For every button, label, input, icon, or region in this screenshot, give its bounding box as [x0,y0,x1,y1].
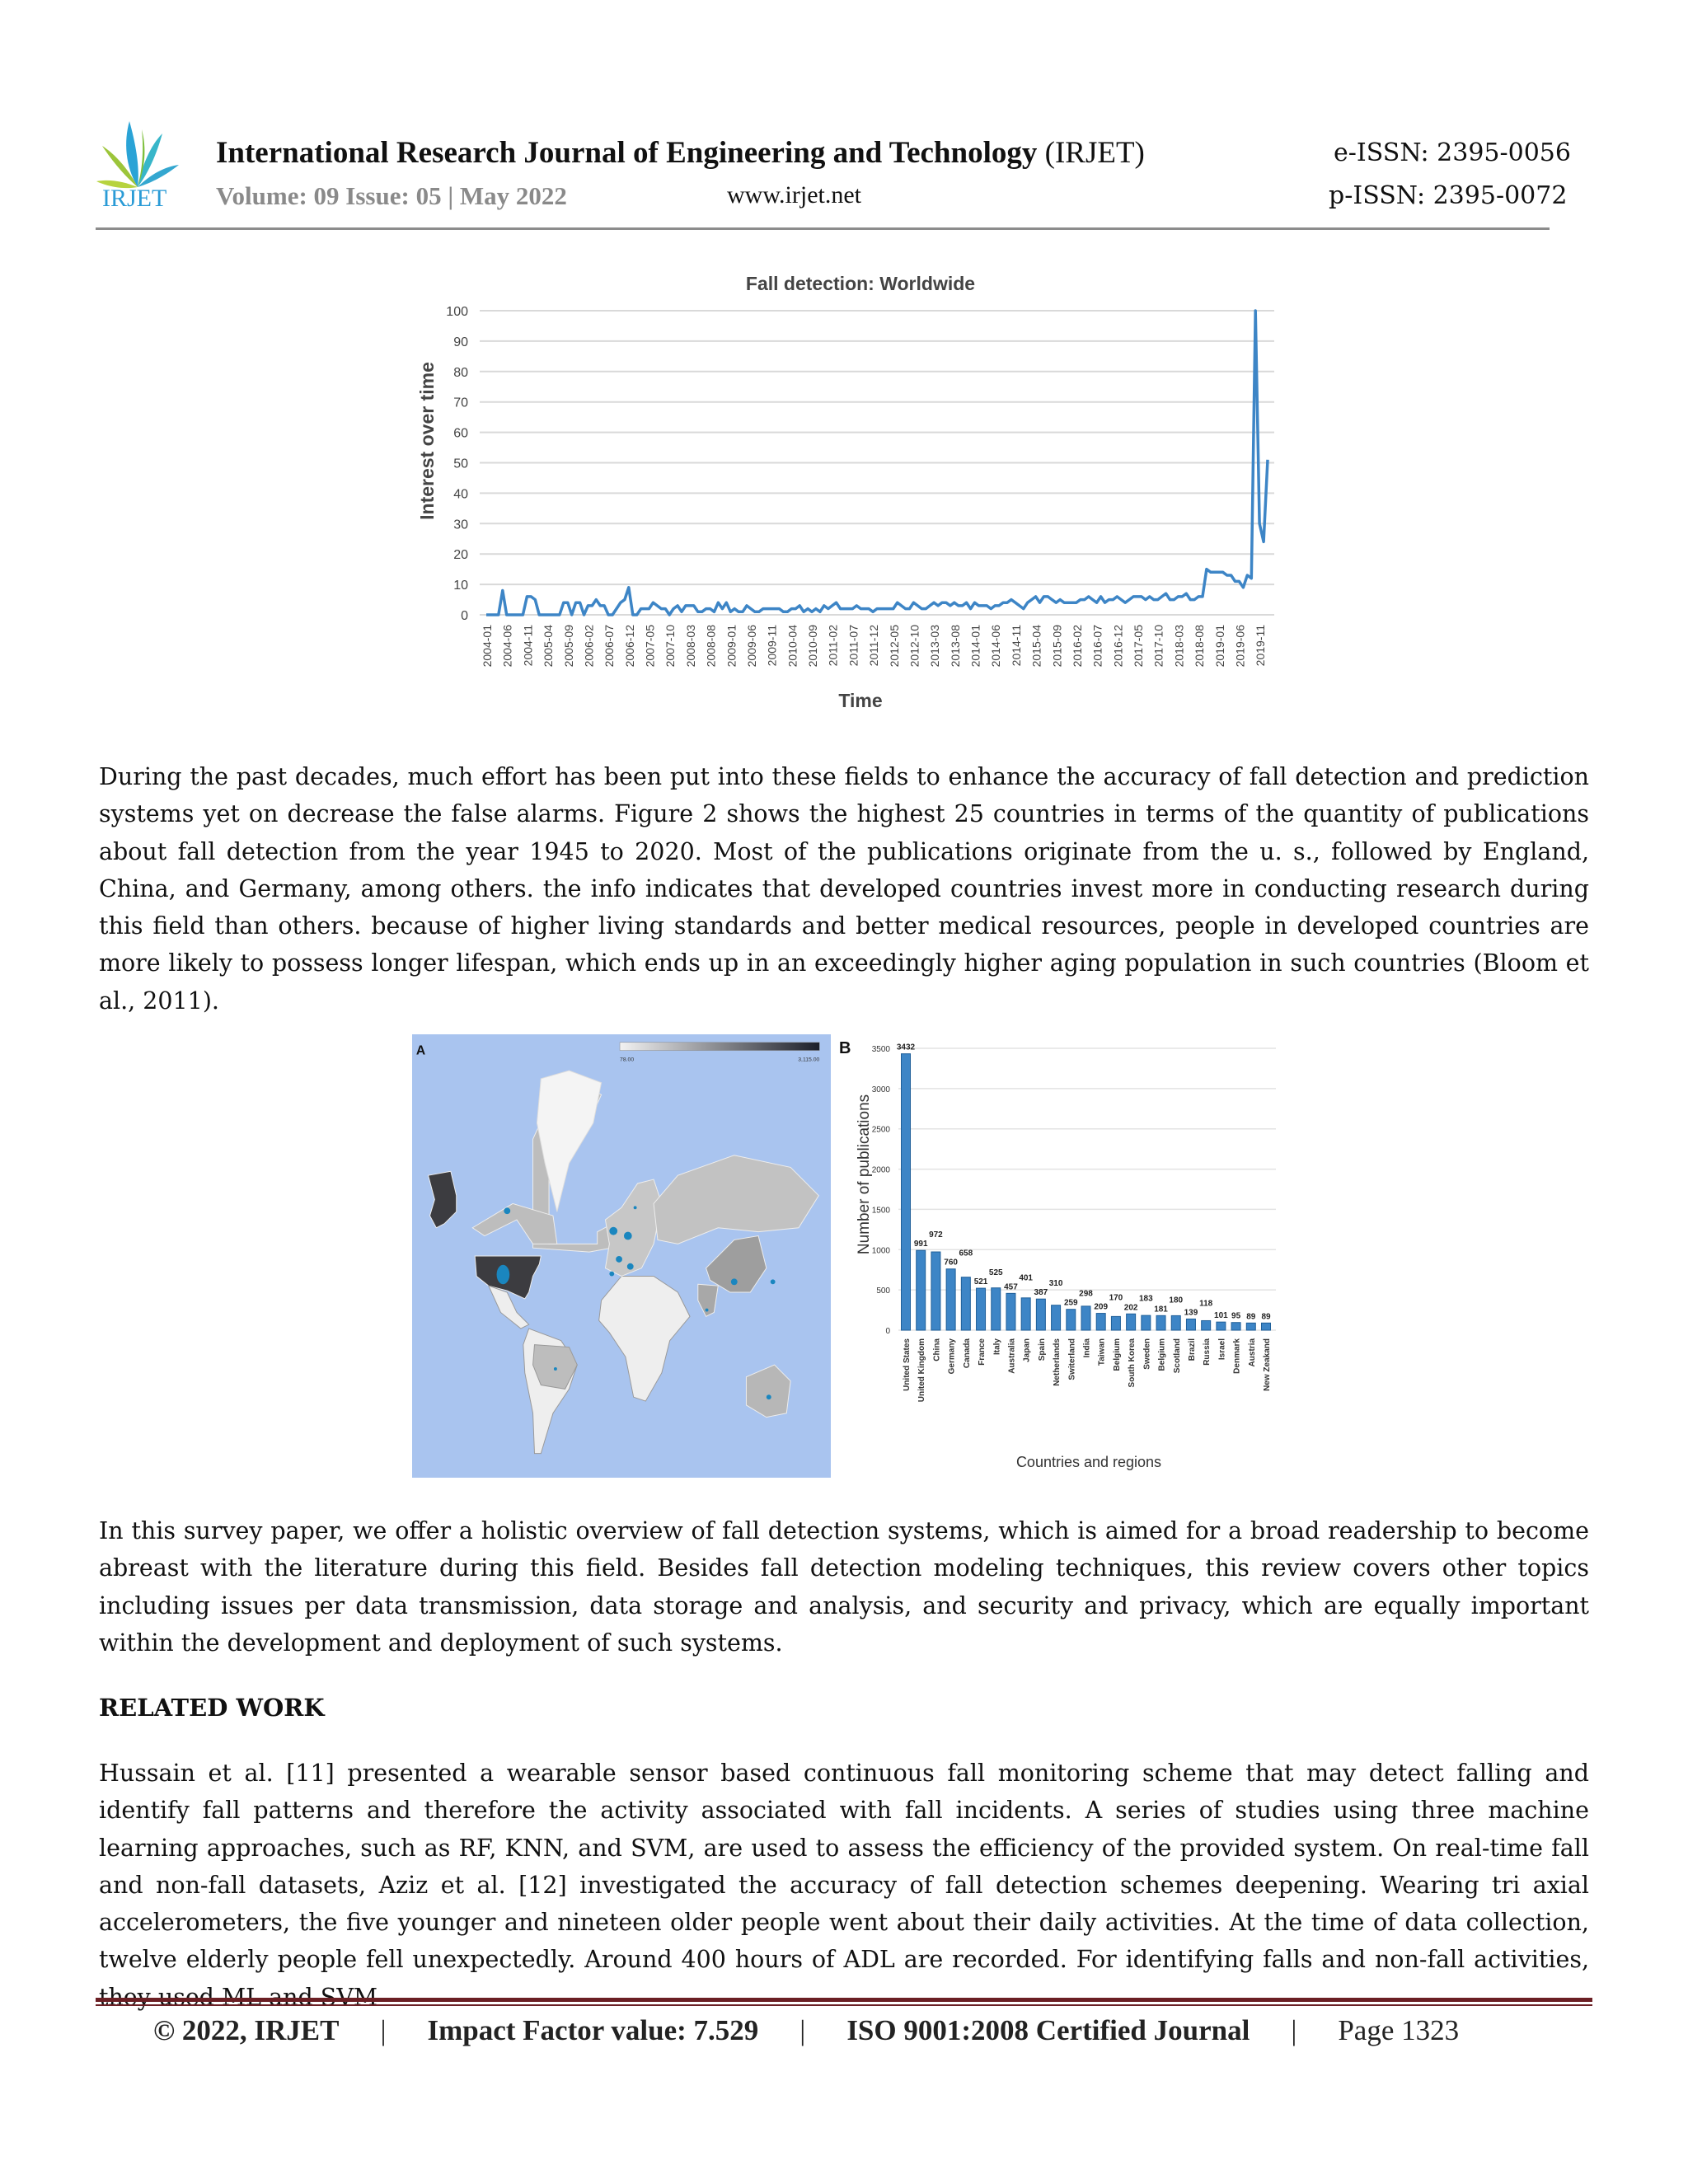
bar-united-kingdom [917,1250,926,1330]
x-tick-label: Japan [1022,1338,1032,1362]
x-tick-label: 2018-03 [1172,625,1186,668]
x-tick-label: 2014-06 [989,625,1003,668]
bar-china [931,1252,940,1330]
data-label: 387 [1034,1288,1048,1298]
data-label: 209 [1094,1302,1109,1312]
footer [153,2014,1459,2047]
x-tick-label: 2006-02 [582,625,596,668]
x-tick-label: 2010-04 [785,625,799,668]
marker-italy [627,1263,634,1270]
footer-divider-thin [96,2004,1592,2006]
data-label: 139 [1184,1308,1198,1318]
marker-spain [609,1272,614,1277]
x-tick-label: 2006-12 [622,625,636,668]
page-number: Page 1323 [1338,2014,1460,2046]
e-issn: e-ISSN: 2395-0056 [1334,138,1571,167]
x-tick-label: Italy [992,1338,1002,1356]
x-tick-label: China [932,1338,942,1361]
separator: | [799,2014,806,2046]
header-divider [96,227,1550,230]
bar-belgium [1156,1315,1165,1330]
paragraph-1: During the past decades, much effort has been put into these fields to enhance the accuracy of fall detection and prediction systems yet on decrease the false alarms. Figure 2 shows the highest 25 countries in terms of the quantity of publications about fall detection from the year 1945 to 2020. Most of the publications originate from the u. s., followed by England, China, and Germany, among others. the info indicates that developed countries invest more in conducting research during this field than others. because of higher living standards and better medical resources, people in developed countries are more likely to possess longer lifespan, which ends up in an exceedingly higher aging population in such countries (Bloom et al., 2011). [99,763,1589,1015]
logo-text: IRJET [102,185,167,212]
y-tick-label: 500 [876,1286,890,1296]
x-axis-label: Countries and regions [1015,1454,1162,1470]
bar-india [1081,1306,1090,1330]
bar-south-korea [1127,1314,1136,1330]
x-tick-label: 2016-02 [1070,625,1084,668]
bar-germany [946,1269,955,1330]
impact-factor: Impact Factor value: 7.529 [427,2014,759,2046]
x-tick-label: Netherlands [1053,1338,1062,1386]
y-tick-label: 40 [453,487,468,502]
x-tick-label: 2015-09 [1050,625,1064,668]
bar-israel [1217,1322,1226,1330]
x-tick-label: 2019-06 [1233,625,1247,668]
marker-uk [609,1227,617,1235]
bar-italy [992,1288,1001,1330]
x-tick-label: Belgium [1157,1338,1167,1371]
y-axis-label: Number of publications [856,1094,873,1255]
bar-scotland [1171,1315,1180,1330]
bar-taiwan [1096,1314,1105,1330]
x-tick-label: 2012-05 [887,625,901,668]
y-axis-label: Interest over time [416,362,438,520]
marker-china [731,1278,738,1285]
bar-sweden [1142,1315,1151,1330]
journal-name: International Research Journal of Engineering and Technology [216,136,1038,170]
x-tick-label: Israel [1217,1338,1227,1361]
x-tick-label: Russia [1203,1338,1212,1366]
bar-belgium [1111,1316,1120,1330]
x-tick-label: Switerland [1067,1338,1077,1380]
x-tick-label: 2016-12 [1111,625,1125,668]
x-tick-label: 2011-12 [867,625,881,667]
x-tick-label: 2009-11 [765,625,779,667]
color-scale-legend [620,1043,819,1051]
x-tick-label: 2005-04 [542,625,556,668]
paragraph-2: In this survey paper, we offer a holistic overview of fall detection systems, which is aimed for a broad readership to become abreast with the literature during this field. Besides fall detection modeling techniques, this review covers other topics including issues per data transmission, data storage and analysis, and security and privacy, which are equally important within the development and deployment of such systems. [99,1517,1589,1657]
x-tick-label: 2011-07 [846,625,860,667]
y-tick-label: 3000 [871,1085,890,1094]
x-tick-label: 2004-01 [481,625,494,668]
x-tick-label: Austria [1247,1338,1257,1367]
p-issn: p-ISSN: 2395-0072 [1329,181,1568,210]
y-tick-label: 50 [453,457,468,471]
website-link[interactable]: www.irjet.net [727,181,862,209]
y-tick-label: 1500 [871,1206,890,1216]
x-tick-label: 2008-08 [704,625,718,668]
marker-india [706,1309,709,1312]
data-label: 118 [1199,1299,1213,1309]
y-tick-label: 60 [453,426,468,441]
marker-sweden [634,1206,637,1209]
x-tick-label: 2007-05 [643,625,657,668]
data-label: 170 [1109,1293,1123,1303]
y-tick-label: 0 [885,1327,890,1336]
x-tick-label: Germany [947,1338,957,1375]
x-tick-label: Brazil [1187,1338,1197,1361]
world-publication-map [412,1034,831,1478]
data-label: 3432 [896,1043,916,1052]
x-tick-label: Denmark [1232,1338,1242,1374]
bar-brazil [1186,1319,1195,1330]
x-tick-label: United Kingdom [917,1338,927,1403]
x-tick-label: South Korea [1128,1338,1137,1388]
data-label: 991 [913,1240,928,1249]
x-tick-label: 2013-03 [928,625,942,668]
marker-usa [497,1265,510,1284]
separator: | [1291,2014,1297,2046]
y-tick-label: 100 [446,305,468,319]
footer-divider [96,1998,1592,2002]
x-axis-label: Time [838,690,883,711]
y-tick-label: 1000 [871,1246,890,1256]
fall-detection-line-chart [404,255,1286,733]
x-tick-label: 2007-10 [663,625,678,668]
journal-abbr: (IRJET) [1044,136,1145,170]
y-tick-label: 20 [453,548,468,563]
paragraph-3: Hussain et al. [11] presented a wearable sensor based continuous fall monitoring scheme that may detect falling and identify fall patterns and therefore the activity associated with fall incidents. A series of studies using three machine learning approaches, such as RF, KNN, and SVM, are used to assess the efficiency of the provided system. On real-time fall and non-fall datasets, Aziz et al. [12] investigated the accuracy of fall detection schemes deepening. Wearing tri axial accelerometers, the five younger and nineteen older people went about their daily activities. At the time of data collection, twelve elderly people fell unexpectedly. Around 400 hours of ADL are recorded. For identifying falls and non-fall activities, [99,1760,1589,1974]
data-label: 298 [1079,1289,1093,1299]
x-tick-label: France [978,1338,987,1366]
data-label: 101 [1214,1311,1228,1321]
data-label: 310 [1048,1279,1063,1289]
x-tick-label: 2008-03 [683,625,697,668]
bar-france [977,1288,986,1330]
marker-germany [624,1232,632,1240]
section-heading-related-work: RELATED WORK [99,1694,325,1722]
bar-spain [1036,1299,1045,1330]
bar-switerland [1067,1310,1076,1330]
y-tick-label: 90 [453,335,468,349]
y-tick-label: 2000 [871,1165,890,1175]
x-tick-label: India [1082,1338,1092,1358]
x-tick-label: Australia [1007,1338,1017,1374]
x-tick-label: Sweden [1142,1338,1152,1370]
marker-canada [504,1207,510,1214]
x-tick-label: Scotland [1172,1338,1182,1374]
bar-denmark [1231,1323,1240,1330]
x-tick-label: 2005-09 [561,625,575,668]
data-label: 658 [959,1249,973,1258]
panel-label-a: A [415,1043,426,1058]
marker-australia [767,1394,771,1399]
bar-netherlands [1052,1305,1061,1330]
data-label: 401 [1019,1273,1034,1283]
data-label: 521 [973,1277,988,1287]
data-label: 972 [929,1230,943,1240]
x-tick-label: Belgium [1112,1338,1122,1371]
x-tick-label: 2006-07 [603,625,617,668]
y-tick-label: 80 [453,365,468,380]
x-tick-label: 2009-06 [744,625,758,668]
data-label: 457 [1004,1282,1018,1292]
x-tick-label: 2019-11 [1254,625,1268,667]
x-tick-label: 2009-01 [724,625,738,668]
bar-australia [1006,1293,1015,1330]
bar-united-states [902,1054,911,1330]
y-tick-label: 0 [461,609,468,623]
y-tick-label: 10 [453,579,468,593]
bar-new-zeakand [1262,1323,1271,1330]
legend-max: 3,115.00 [798,1057,820,1063]
x-tick-label: 2015-04 [1029,625,1043,668]
x-tick-label: Canada [962,1338,972,1369]
data-label: 89 [1261,1312,1271,1322]
bar-japan [1021,1298,1030,1330]
x-tick-label: 2019-01 [1212,625,1226,668]
data-label: 525 [988,1268,1003,1278]
data-label: 202 [1123,1303,1138,1313]
x-tick-label: New Zeakand [1263,1338,1272,1391]
marker-japan [771,1279,776,1284]
y-tick-label: 30 [453,518,468,532]
x-tick-label: 2010-09 [806,625,819,668]
chart-title: Fall detection: Worldwide [745,273,976,294]
x-tick-label: 2012-10 [907,625,921,668]
x-tick-label: Spain [1037,1338,1047,1361]
x-tick-label: 2004-11 [521,625,535,667]
journal-title [216,135,1145,171]
y-tick-label: 70 [453,396,468,410]
bar-canada [961,1277,970,1330]
data-label: 181 [1154,1305,1168,1315]
x-tick-label: 2011-02 [826,625,840,667]
panel-label-b: B [839,1039,851,1057]
x-tick-label: 2014-01 [968,625,982,668]
iso-certification: ISO 9001:2008 Certified Journal [846,2014,1250,2046]
x-tick-label: Taiwan [1097,1338,1107,1366]
legend-min: 78.00 [620,1057,635,1063]
bar-russia [1202,1320,1211,1330]
x-tick-label: 2017-10 [1151,625,1165,668]
publications-bar-chart [831,1022,1292,1483]
data-label: 89 [1246,1312,1256,1322]
marker-france [616,1256,622,1263]
x-tick-label: United States [903,1338,912,1391]
y-tick-label: 2500 [871,1125,890,1135]
copyright: © 2022, IRJET [153,2014,340,2046]
x-tick-label: 2018-08 [1193,625,1207,668]
x-tick-label: 2016-07 [1090,625,1104,668]
volume-issue: Volume: 09 Issue: 05 | May 2022 [216,181,567,210]
data-label: 183 [1138,1294,1153,1304]
y-tick-label: 3500 [871,1045,890,1054]
data-label: 259 [1063,1298,1078,1308]
x-tick-label: 2004-06 [500,625,514,668]
data-label: 760 [944,1258,958,1268]
marker-brazil [554,1367,557,1371]
x-tick-label: 2017-05 [1132,625,1145,668]
x-tick-label: 2013-08 [948,625,962,668]
x-tick-label: 2014-11 [1009,625,1023,667]
separator: | [380,2014,387,2046]
bar-austria [1246,1323,1255,1330]
data-label: 180 [1169,1296,1184,1305]
data-label: 95 [1231,1311,1241,1321]
